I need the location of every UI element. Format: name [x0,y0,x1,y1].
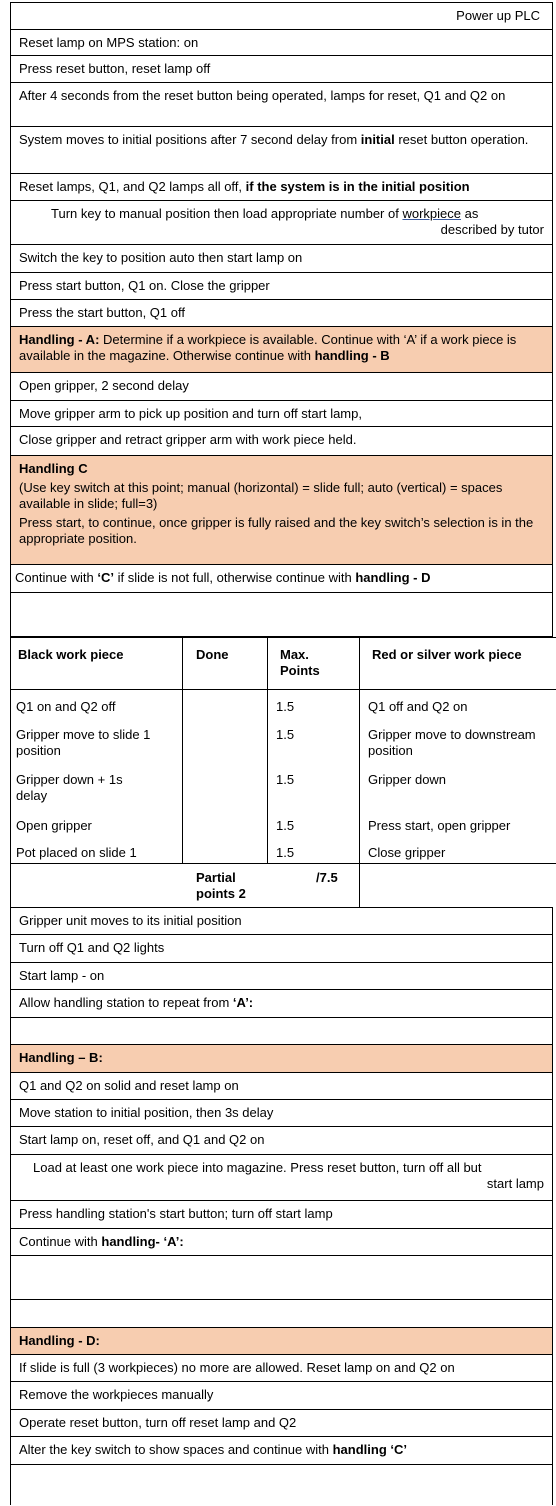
step-text: Switch the key to position auto then start lamp on [19,250,303,265]
step-text: described by tutor [440,222,544,237]
table-cell-black: Pot placed on slide 1 [16,845,137,860]
step-row [10,127,553,174]
step-row [10,990,553,1018]
step-text: Press the start button, Q1 off [19,305,185,320]
step-row [10,1437,553,1465]
empty-row [10,1256,553,1300]
table-cell-red: Q1 off and Q2 on [368,699,468,714]
handling-a-heading [10,327,553,373]
step-row [10,907,553,935]
header-red-silver-work-piece: Red or silver work piece [372,647,522,662]
step-text: System moves to initial positions after 7 second delay from [19,132,361,147]
step-text: Reset lamps, Q1, and Q2 lamps all off, [19,179,246,194]
step-row [10,935,553,963]
step-text: Continue with [15,570,98,585]
step-text: Load at least one work piece into magazine. Press reset button, turn off all but [33,1160,482,1175]
header-black-work-piece: Black work piece [18,647,124,662]
step-row [10,201,553,245]
table-cell-red: Close gripper [368,845,446,860]
empty-row [10,1465,553,1505]
step-text: start lamp [486,1176,544,1191]
step-text: Turn key to manual position then load appropriate number of [51,206,403,221]
table-cell-points: 1.5 [276,772,295,787]
step-text: Remove the workpieces manually [19,1387,214,1402]
table-cell-black: Gripper move to slide 1 position [16,727,151,758]
step-text: Turn off Q1 and Q2 lights [19,940,165,955]
table-cell-black: Open gripper [16,818,92,833]
step-text: Open gripper, 2 second delay [19,378,189,393]
step-text: Allow handling station to repeat from [19,995,233,1010]
table-cell-points: 1.5 [276,727,295,742]
header-max-points: Max. Points [280,647,320,678]
handling-b-title: Handling – B: [19,1050,103,1065]
step-row [10,1382,553,1410]
table-cell-red: Press start, open gripper [368,818,511,833]
empty-row [10,1018,553,1045]
handling-c-title: Handling C [19,461,88,476]
step-text-bold: initial [360,132,395,147]
empty-row [10,593,553,637]
step-row [10,1127,553,1155]
step-text: If slide is full (3 workpieces) no more are allowed. Reset lamp on and Q2 on [19,1360,455,1375]
partial-points-total: /7.5 [316,870,338,885]
step-row [10,1201,553,1229]
table-cell-red: Gripper move to downstream position [368,727,536,758]
step-text: reset button operation. [394,132,529,147]
step-text-bold: handling ‘C’ [332,1442,407,1457]
step-text: Move gripper arm to pick up position and turn off start lamp, [19,406,362,421]
step-row [10,373,553,401]
power-up-text: Power up PLC [456,8,540,23]
step-row [10,565,553,593]
step-row [10,963,553,990]
step-text: Close gripper and retract gripper arm with work piece held. [19,432,357,447]
step-row [10,174,553,201]
table-cell-points: 1.5 [276,818,295,833]
step-row [10,401,553,427]
step-row [10,1355,553,1382]
step-text: as [460,206,479,221]
step-text: After 4 seconds from the reset button being operated, lamps for reset, Q1 and Q2 on [19,88,506,103]
handling-d-title: Handling - D: [19,1333,100,1348]
handling-b-heading [10,1045,553,1073]
step-row [10,245,553,273]
step-text: Q1 and Q2 on solid and reset lamp on [19,1078,239,1093]
step-row [10,1229,553,1256]
step-row [10,1410,553,1437]
handling-c-section [10,456,553,565]
step-text: Press start, to continue, once gripper is fully raised and the key switch’s selection is in the appropriate position. [19,515,534,546]
step-text-bold: ‘A’: [232,995,254,1010]
table-cell-black: Gripper down + 1s delay [16,772,123,803]
step-text: Press start button, Q1 on. Close the gripper [19,278,270,293]
step-row [10,83,553,127]
step-text: Alter the key switch to show spaces and continue with [19,1442,333,1457]
table-cell-points: 1.5 [276,699,295,714]
table-cell-black: Q1 on and Q2 off [16,699,116,714]
step-text: Continue with [19,1234,102,1249]
step-row [10,1155,553,1201]
step-text: (Use key switch at this point; manual (horizontal) = slide full; auto (vertical) = spaces available in slide; full=3) [19,480,503,511]
step-text: Reset lamp on MPS station: on [19,35,199,50]
step-text: Press reset button, reset lamp off [19,61,211,76]
power-up-row [10,2,553,30]
step-text: Determine if a workpiece is available. Continue with ‘A’ if a work piece is available in the magazine. Otherwise continue with [19,332,517,363]
step-text-underlined: workpiece [402,206,461,221]
step-row [10,1100,553,1127]
step-text-bold: handling- ‘A’: [101,1234,184,1249]
step-row [10,273,553,300]
step-text-bold: if the system is in the initial position [245,179,470,194]
step-text-bold: ‘C’ [97,570,115,585]
step-text: Start lamp - on [19,968,105,983]
step-text: Operate reset button, turn off reset lamp and Q2 [19,1415,297,1430]
step-row [10,300,553,327]
step-row [10,1073,553,1100]
step-row [10,30,553,56]
partial-points-label: Partial points 2 [196,870,246,901]
step-text: Press handling station's start button; turn off start lamp [19,1206,333,1221]
step-row [10,56,553,83]
step-text: Start lamp on, reset off, and Q1 and Q2 on [19,1132,265,1147]
step-text-bold: handling - D [355,570,431,585]
step-text: if slide is not full, otherwise continue with [114,570,356,585]
step-text: Gripper unit moves to its initial position [19,913,242,928]
table-cell-points: 1.5 [276,845,295,860]
step-row [10,427,553,456]
handling-a-label: Handling - A: [19,332,100,347]
handling-d-heading [10,1328,553,1355]
step-text-bold: handling - B [314,348,390,363]
step-text: Move station to initial position, then 3s delay [19,1105,274,1120]
empty-row [10,1300,553,1328]
table-cell-red: Gripper down [368,772,447,787]
header-done: Done [196,647,229,662]
